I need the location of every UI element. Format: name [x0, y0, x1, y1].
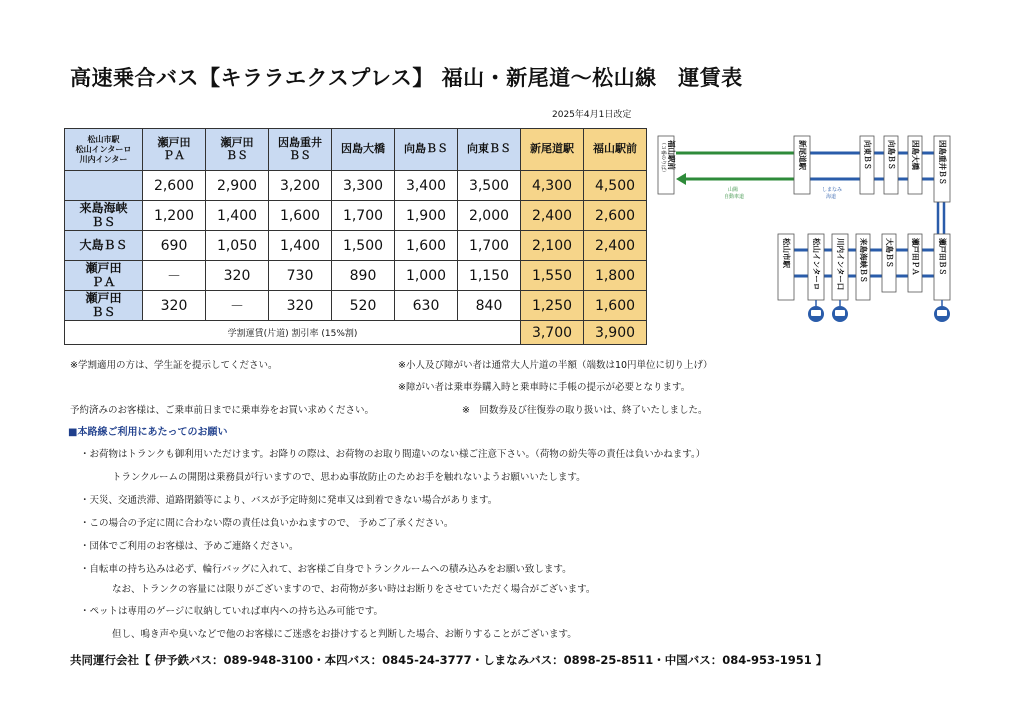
fare-cell: 4,300 — [521, 171, 584, 201]
row-header — [65, 231, 143, 261]
column-header — [269, 129, 332, 171]
request-item: ・自転車の持ち込みは必ず、輪行バッグに入れて、お客様ご自身でトランクルームへの積み込みをお願い致します。 — [80, 564, 572, 575]
column-header-line: 因島重井 — [278, 136, 322, 150]
note-student: ※学割適用の方は、学生証を提示してください。 — [70, 360, 278, 371]
column-header-line: 福山駅前 — [593, 142, 637, 156]
discount-cell: 3,700 — [521, 321, 584, 345]
request-item: ・ペットは専用のゲージに収納していれば車内への持ち込み可能です。 — [80, 606, 384, 617]
fare-cell: 1,600 — [269, 201, 332, 231]
discount-label: 学割運賃(片道) 割引率 (15%割) — [65, 321, 521, 345]
bus-icon — [832, 306, 848, 322]
column-header-line: 瀬戸田 — [220, 136, 254, 150]
fare-cell: 1,600 — [395, 231, 458, 261]
fare-cell: 1,150 — [458, 261, 521, 291]
stop-label: 松山インターロ — [812, 238, 821, 291]
row-header-line: 瀬戸田 — [85, 260, 122, 275]
fare-row — [65, 201, 647, 231]
fare-cell: － — [206, 291, 269, 321]
terminal-label: 福山駅前 — [667, 140, 676, 170]
row-header — [65, 201, 143, 231]
fare-cell: 1,500 — [332, 231, 395, 261]
fare-cell: 2,900 — [206, 171, 269, 201]
fare-cell: 320 — [143, 291, 206, 321]
origin-header-cell — [65, 129, 143, 171]
fare-cell: 1,600 — [584, 291, 647, 321]
blue-label: 海道 — [826, 194, 837, 200]
fare-cell: 1,400 — [269, 231, 332, 261]
stop-label: 松山市駅 — [782, 238, 791, 268]
fare-cell: 1,700 — [458, 231, 521, 261]
stop-label: 瀬戸田ＰＡ — [911, 238, 920, 276]
row-header-line: 瀬戸田 — [85, 290, 122, 305]
fare-cell: 1,050 — [206, 231, 269, 261]
stop-label: 川内インター口 — [836, 238, 845, 291]
origin-label: 松山市駅 — [87, 134, 120, 144]
note-disabled: ※障がい者は乗車券購入時と乗車時に手帳の提示が必要となります。 — [398, 382, 691, 393]
fare-cell: 2,400 — [584, 231, 647, 261]
fare-row — [65, 171, 647, 201]
fare-cell: 2,100 — [521, 231, 584, 261]
request-item: 但し、鳴き声や臭いなどで他のお客様にご迷惑をお掛けすると判断した場合、お断りすることがございます。 — [112, 629, 577, 640]
fare-cell: 730 — [269, 261, 332, 291]
fare-cell: 320 — [206, 261, 269, 291]
fare-cell: 1,200 — [143, 201, 206, 231]
bus-icon — [808, 306, 824, 322]
blue-label: しまなみ — [822, 187, 843, 193]
fare-cell: 1,250 — [521, 291, 584, 321]
note-child: ※小人及び障がい者は通常大人片道の半額（端数は10円単位に切り上げ） — [398, 360, 713, 371]
fare-cell: 1,400 — [206, 201, 269, 231]
column-header — [143, 129, 206, 171]
request-item: ・天災、交通渋滞、道路閉鎖等により、バスが予定時刻に発車又は到着できない場合があります。 — [80, 495, 498, 506]
arrow-left-icon — [676, 173, 686, 185]
row-header — [65, 291, 143, 321]
column-header-line: ＢＳ — [289, 148, 311, 162]
fare-cell: 2,600 — [143, 171, 206, 201]
row-header-line: ＢＳ — [91, 214, 116, 229]
fare-cell: 3,300 — [332, 171, 395, 201]
column-header — [584, 129, 647, 171]
green-label: 山陽 — [728, 187, 739, 193]
stop-label: 瀬戸田ＢＳ — [938, 238, 947, 276]
fare-cell: － — [143, 261, 206, 291]
column-header — [521, 129, 584, 171]
fare-cell: 1,700 — [332, 201, 395, 231]
column-header-line: ＢＳ — [226, 148, 248, 162]
green-label: 自動車道 — [724, 194, 745, 200]
fare-cell: 840 — [458, 291, 521, 321]
route-map — [650, 130, 970, 330]
column-header-line: 向島ＢＳ — [404, 142, 448, 156]
request-item: ・お荷物はトランクも御利用いただけます。お降りの際は、お荷物のお取り間違いのない様ご注意下さい。（荷物の紛失等の責任は負いかねます。） — [80, 449, 706, 460]
row-header-line: 大島ＢＳ — [79, 237, 128, 252]
terminal-sub: （３番のりば） — [660, 140, 666, 176]
row-header — [65, 261, 143, 291]
fare-cell: 1,550 — [521, 261, 584, 291]
fare-cell: 2,000 — [458, 201, 521, 231]
stop-label: 新尾道駅 — [798, 140, 807, 170]
fare-row — [65, 261, 647, 291]
column-header — [206, 129, 269, 171]
footer-operators: 共同運行会社【 伊予鉄バス：089-948-3100・本四バス：0845-24-3777・しまなみバス：0898-25-8511・中国バス：084-953-1951 】 — [70, 653, 828, 667]
fare-cell: 690 — [143, 231, 206, 261]
discount-cell: 3,900 — [584, 321, 647, 345]
origin-label: 松山インターロ — [75, 144, 132, 154]
column-header-line: 新尾道駅 — [530, 142, 574, 156]
row-header-line: ＢＳ — [91, 304, 116, 319]
request-item: トランクルームの開閉は乗務員が行いますので、思わぬ事故防止のためお手を触れないようお願いいたします。 — [112, 472, 586, 483]
fare-cell: 320 — [269, 291, 332, 321]
stop-label: 大島ＢＳ — [885, 238, 894, 268]
stop-label: 因島重井ＢＳ — [938, 140, 947, 185]
column-header-line: 向東ＢＳ — [467, 142, 511, 156]
revision-date: 2025年4月1日改定 — [552, 110, 632, 120]
row-header-line: ＰＡ — [91, 274, 116, 289]
fare-cell: 4,500 — [584, 171, 647, 201]
column-header — [332, 129, 395, 171]
section-title: ■本路線ご利用にあたってのお願い — [68, 427, 228, 438]
discount-row — [65, 321, 647, 345]
fare-cell: 520 — [332, 291, 395, 321]
fare-cell: 1,000 — [395, 261, 458, 291]
row-header — [65, 171, 143, 201]
page-title: 高速乗合バス【キララエクスプレス】 福山・新尾道～松山線 運賃表 — [70, 66, 743, 90]
note-coupon: ※ 回数券及び往復券の取り扱いは、終了いたしました。 — [462, 405, 708, 416]
stop-label: 来島海峡ＢＳ — [859, 238, 868, 283]
origin-label: 川内インター — [79, 154, 128, 164]
bus-icon — [934, 306, 950, 322]
column-header-line: 因島大橋 — [341, 142, 385, 156]
request-item: ・団体でご利用のお客様は、予めご連絡ください。 — [80, 541, 299, 552]
fare-cell: 3,400 — [395, 171, 458, 201]
row-header-line: 来島海峡 — [79, 200, 128, 215]
column-header — [458, 129, 521, 171]
fare-cell: 3,500 — [458, 171, 521, 201]
request-item: ・この場合の予定に間に合わない際の責任は負いかねますので、 予めご了承ください。 — [80, 518, 454, 529]
stop-label: 向東ＢＳ — [863, 140, 872, 170]
fare-cell: 2,600 — [584, 201, 647, 231]
fare-cell: 1,800 — [584, 261, 647, 291]
fare-header-row — [65, 129, 647, 171]
column-header — [395, 129, 458, 171]
column-header-line: 瀬戸田 — [157, 136, 191, 150]
fare-table — [64, 128, 647, 345]
fare-cell: 2,400 — [521, 201, 584, 231]
note-reservation: 予約済みのお客様は、ご乗車前日までに乗車券をお買い求めください。 — [70, 405, 375, 416]
column-header-line: ＰＡ — [163, 148, 185, 162]
stop-label: 向島ＢＳ — [887, 140, 896, 170]
fare-row — [65, 291, 647, 321]
fare-cell: 630 — [395, 291, 458, 321]
request-item: なお、トランクの容量には限りがございますので、お荷物が多い時はお断りをさせていただく場合がございます。 — [112, 584, 596, 595]
fare-cell: 3,200 — [269, 171, 332, 201]
fare-cell: 1,900 — [395, 201, 458, 231]
fare-cell: 890 — [332, 261, 395, 291]
stop-label: 因島大橋 — [911, 140, 920, 170]
fare-row — [65, 231, 647, 261]
